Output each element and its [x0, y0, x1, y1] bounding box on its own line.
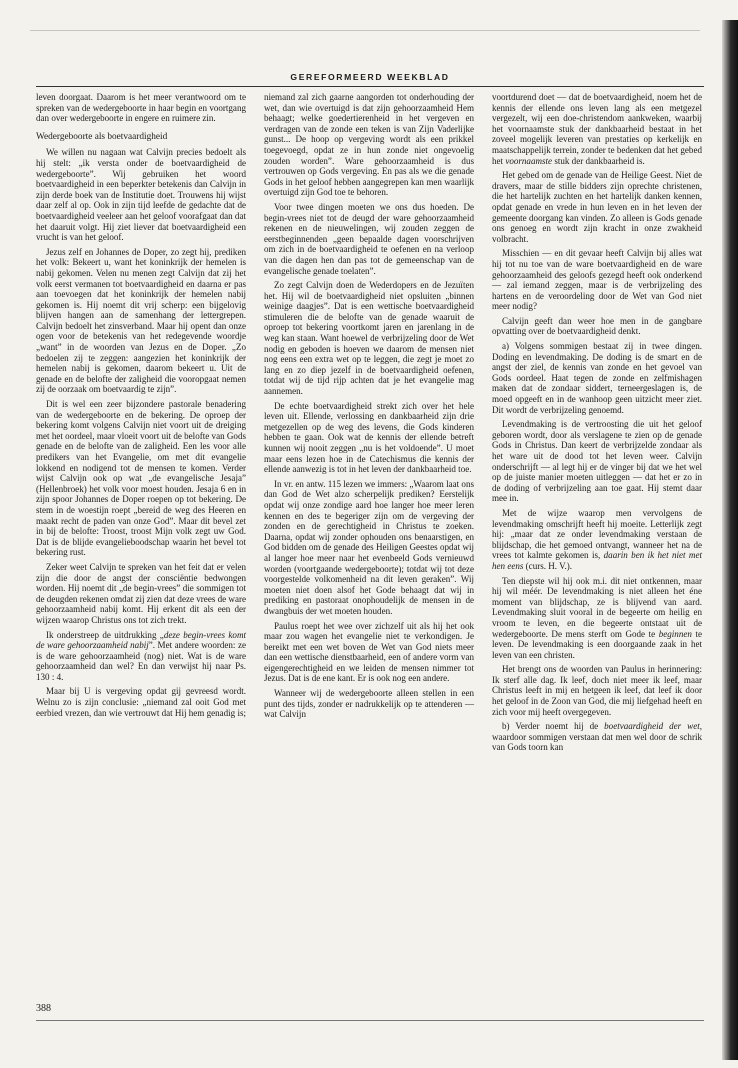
header-rule — [36, 86, 704, 87]
column-1 — [36, 92, 246, 722]
paragraph: We willen nu nagaan wat Calvijn precies bedoelt als hij stelt: „ik versta onder de boetvaardigheid de wedergeboorte”. Wij gebruiken het woord boetvaardigheid in een beperkter betekenis dan Calvijn in zijn derde boek van de Institutie doet. Trouwens hij wijst daar zelf al op. Ook in zijn tijd leefde de gedachte dat de boetvaardigheid veeleer aan het geloof voorafgaat dan dat het daaruit volgt. Hij ziet liever dat boetvaardigheid een vrucht is van het geloof. — [36, 147, 246, 243]
paragraph: Met de wijze waarop men vervolgens de levendmaking omschrijft heeft hij moeite. Letterlijk zegt hij: „maar dat ze onder levendmaking verstaan de blijdschap, die het gemoed ontvangt, wanneer het na de vrees tot kalmte gekomen is, daarin ben ik het niet met hen eens (curs. H. V.). — [492, 507, 702, 571]
paragraph: Ten diepste wil hij ook m.i. dit niet ontkennen, maar hij wil méér. De levendmaking is niet alleen het éne moment van blijdschap, ze is blijvend van aard. Levendmaking sluit vooral in de begeerte om heilig en vroom te leven, en die begeerte ontstaat uit de wedergeboorte. De mens sterft om Gode te beginnen te leven. De levendmaking is een doorgaande zaak in het leven van een christen. — [492, 575, 702, 660]
section-heading: Wedergeboorte als boetvaardigheid — [36, 131, 168, 142]
paragraph: Misschien — en dit gevaar heeft Calvijn bij alles wat hij tot nu toe van de ware boetvaardigheid en de ware gehoorzaamheid des geloofs gezegd heeft ook onderkend — zal iemand zeggen, maar is de verbrijzeling des hartens en de veroordeling door de Wet van God niet meer nodig? — [492, 248, 702, 312]
paragraph: niemand zal zich gaarne aangorden tot onderhouding der wet, dan wie overtuigd is dat zijn gehoorzaamheid Hem behaagt; welke goedertierenheid in het vergeven en verdragen van de zonde een teken is van Zijn Vaderlijke gunst... De hoop op vergeving wordt als een prikkel toegevoegd, opdat ze in hun zonde niet ongevoelig zouden worden”. Ware gehoorzaamheid is dus vertrouwen op Gods vergeving. En pas als we die genade Gods in het geloof hebben aangegrepen kan men waarlijk overtuigd zijn God toe te behoren. — [264, 92, 474, 198]
paragraph: a) Volgens sommigen bestaat zij in twee dingen. Doding en levendmaking. De doding is de smart en de angst der ziel, de kennis van zonde en het gevoel van Gods oordeel. Haat tegen de zonde en zelfmishagen maken dat de zondaar siddert, terneergeslagen is, de moed opgeeft en in de wanhoop geen uitzicht meer ziet. Dit wordt de verbrijzeling genoemd. — [492, 341, 702, 415]
scan-top-line — [30, 30, 700, 31]
paragraph: Voor twee dingen moeten we ons dus hoeden. De begin-vrees niet tot de deugd der ware gehoorzaamheid rekenen en de nieuwelingen, wij zouden zeggen de eerstbeginnenden „geen bepaalde dagen voorschrijven om zich in de boetvaardigheid te oefenen en na verloop van die dagen hen dan pas tot de gemeenschap van de evangelische genade toelaten”. — [264, 201, 474, 276]
footer-rule — [36, 1020, 704, 1021]
paragraph: Maar bij U is vergeving opdat gij gevreesd wordt. Welnu zo is zijn conclusie: „niemand zal ooit God met eerbied vrezen, dan wie vertrouwt dat Hij hem genadig is; — [36, 686, 247, 718]
paragraph: Dit is wel een zeer bijzondere pastorale benadering van de wedergeboorte en de bekering. De oproep der bekering komt volgens Calvijn niet voort uit de dreiging met het oordeel, maar vloeit voort uit de belofte van Gods genade en de belofte van de zaligheid. Een les voor alle predikers van het Evangelie, om met dit evangelie lokkend en nodigend tot de mensen te komen. Verder wijst Calvijn ook op wat „de evangelische Jesaja” (Hellenbroek) het volk voor moest houden. Jesaja 6 en in zijn spoor Johannes de Doper roepen op tot bekering. De stem in de woestijn roept „bereid de weg des Heeren en maakt recht de paden van onze God”. Maar dit bevel zet in bij de belofte: Troost, troost Mijn volk zegt uw God. Dat is de blijde evangelieboodschap waarin het bevel tot bekering rust. — [36, 399, 246, 558]
paragraph: De echte boetvaardigheid strekt zich over het hele leven uit. Ellende, verlossing en dankbaarheid zijn drie metgezellen op de weg des levens, die Gods kinderen hebben te gaan. Ook wat de kennis der ellende betreft kunnen wij nooit zeggen „nu is het voldoende”. U moet maar eens lezen hoe in de Catechismus die kennis der ellende aanwezig is tot in het leven der dankbaarheid toe. — [264, 400, 474, 475]
paragraph: Wanneer wij de wedergeboorte alleen stellen in een punt des tijds, zonder er nadrukkelijk op te attenderen — wat Calvijn — [264, 688, 474, 720]
emphasis: beginnen — [658, 628, 692, 639]
paragraph: Jezus zelf en Johannes de Doper, zo zegt hij, prediken het volk: Bekeert u, want het koninkrijk der hemelen is nabij gekomen. Velen nu menen zegt Calvijn dat zij het volk eerst vermanen tot boetvaardigheid en daarna er pas aan toevoegen dat het koninkrijk der hemelen nabij gekomen is. Hij noemt dit vrij scherp: een bijgelovig blijven hangen aan de samenhang der lettergrepen. Calvijn bedoelt het zinsverband. Maar hij opent dan onze ogen voor de betekenis van het redegevende woordje „want” in de woorden van Jezus en de Doper. „Zo bedoelen zij te zeggen: aangezien het koninkrijk der hemelen nabij is gekomen, daarom bekeert u. Uit de genade en de belofte der zaligheid die vooropgaat nemen zij de oorzaak om boetvaardig te zijn”. — [36, 246, 246, 395]
paragraph: Levendmaking is de vertroosting die uit het geloof geboren wordt, door als verslagene te zien op de genade Gods in Christus. Dan keert de verbrijzelde zondaar als het ware uit de dood tot het leven weer. Calvijn onderschrijft — al legt hij er de vinger bij dat we het wel op de juiste manier moeten uitleggen — dat het er zo in de doding of verbrijzeling aan toe gaat. Hij stemt daar mee in. — [492, 419, 702, 504]
paragraph: Zeker weet Calvijn te spreken van het feit dat er velen zijn die door de angst der consciëntie bedwongen worden. Hij noemt dit „de begin-vrees” die sommigen tot de deugden rekenen omdat zij zien dat deze vrees de ware gehoorzaamheid nabij komt. Hij erkent dit als een der wijzen waarop Christus ons tot zich trekt. — [36, 561, 246, 625]
paragraph: Het gebed om de genade van de Heilige Geest. Niet de dravers, maar de stille bidders zijn oprechte christenen, die het hartelijk zuchten en het hartelijk danken kennen, opdat genade en vrede in hun leven en in het leven der gemeente doorgang kan vinden. Zo alleen is Gods genade ons genoeg en wordt zijn kracht in onze zwakheid volbracht. — [492, 170, 702, 244]
paragraph: Het brengt ons de woorden van Paulus in herinnering: Ik sterf alle dag. Ik leef, doch niet meer ik leef, maar Christus leeft in mij en hetgeen ik leef, dat leef ik door het geloof in de Zoon van God, die mij liefgehad heeft en zich voor mij heeft overgegeven. — [492, 664, 702, 717]
column-3 — [492, 92, 702, 757]
scan-page-edge — [722, 20, 738, 1060]
running-header: GEREFORMEERD WEEKBLAD — [290, 72, 450, 82]
emphasis: deze begin-vrees komt de ware gehoorzaamheid nabij — [36, 629, 246, 651]
page-number: 388 — [36, 1003, 51, 1014]
paragraph: Paulus roept het wee over zichzelf uit als hij het ook maar zou wagen het evangelie niet te verkondigen. Je bereikt met een wet boven de Wet van God niets meer dan een wettische dienstbaarheid, een of andere vorm van eigengerechtigheid en we leiden de mensen nimmer tot Jezus. Dat is de ene kant. Er is ook nog een andere. — [264, 620, 474, 684]
paragraph: voortdurend doet — dat de boetvaardigheid, noem het de kennis der ellende ons leven lang als een metgezel vergezelt, wij een doe-christendom aankweken, waarbij het voornaamste stuk der dankbaarheid bestaat in het zoveel mogelijk leveren van prestaties op kerkelijk en maatschappelijk terrein, zonder te bedenken dat het gebed het voornaamste stuk der dankbaarheid is. — [492, 92, 702, 166]
paragraph: leven doorgaat. Daarom is het meer verantwoord om te spreken van de wedergeboorte in haar begin en voortgang dan over wedergeboorte in engere en ruimere zin. — [36, 92, 246, 124]
emphasis: boetvaardigheid der wet, — [604, 721, 702, 732]
paragraph: In vr. en antw. 115 lezen we immers: „Waarom laat ons dan God de Wet alzo scherpelijk prediken? Eerstelijk opdat wij onze zondige aard hoe langer hoe meer leren kennen en des te begeriger zijn om de vergeving der zonden en de gerechtigheid in Christus te zoeken. Daarna, opdat wij zonder ophouden ons benaarstigen, en God bidden om de genade des Heiligen Geestes opdat wij al langer hoe meer naar het evenbeeld Gods vernieuwd worden (voortgaande wedergeboorte); totdat wij tot deze voorgestelde volkomenheid na dit leven geraken”. Wij moeten niet doen alsof het Gode behaagt dat wij in prediking en pastoraat onophoudelijk de mensen in de dwangbuis der wet moeten houden. — [264, 478, 474, 616]
paragraph: Calvijn geeft dan weer hoe men in de gangbare opvatting over de boetvaardigheid denkt. — [492, 315, 702, 337]
emphasis: voornaamste — [505, 155, 553, 166]
column-2 — [264, 92, 474, 724]
paragraph: Zo zegt Calvijn doen de Wederdopers en de Jezuïten het. Hij wil de boetvaardigheid niet opsluiten „binnen weinige daagjes”. Dat is een wettische boetvaardigheid stimuleren die de belofte van de genade waaruit de oproep tot bekering voortkomt jaren en jarenlang in de weg kan staan. Want hoewel de verbrijzeling door de Wet nodig en geboden is hoeven we daarom de mensen niet nog eens een extra wet op te leggen, die zegt je moet zo lang en zo diep jezelf in de boetvaardigheid oefenen, totdat wij de tijd rijp achten dat je het evangelie mag aannemen. — [264, 280, 474, 397]
emphasis: daarin ben ik het niet met hen eens — [492, 550, 702, 571]
paragraph: b) Verder noemt hij de boetvaardigheid der wet, waardoor sommigen verstaan dat men wel door de schrik van Gods toorn kan — [492, 721, 702, 753]
paragraph: Ik onderstreep de uitdrukking „deze begin-vrees komt de ware gehoorzaamheid nabij”. Met andere woorden: ze is de ware gehoorzaamheid (nog) niet. Wat is de ware gehoorzaamheid dan wel? En dan verwijst hij naar Ps. 130 : 4. — [36, 629, 246, 682]
